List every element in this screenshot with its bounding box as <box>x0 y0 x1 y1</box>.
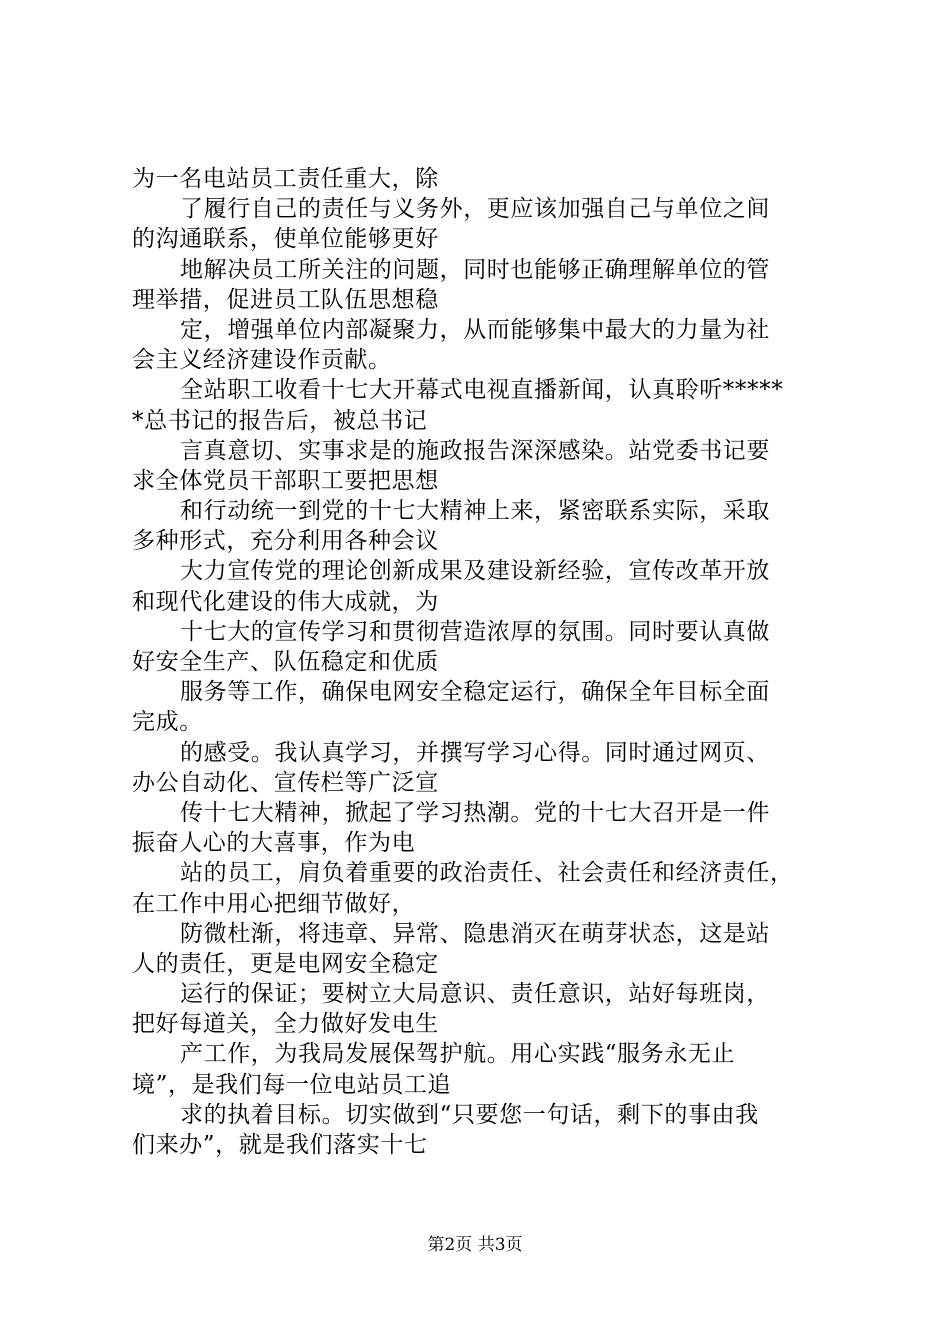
text-line: 人的责任，更是电网安全稳定 <box>132 950 439 977</box>
document-body <box>132 164 842 1160</box>
text-line: 们来办”，就是我们落实十七 <box>132 1132 428 1158</box>
text-line: 在工作中用心把细节做好， <box>132 890 416 917</box>
text-line: 求全体党员干部职工要把思想 <box>132 467 439 494</box>
text-line: 求的执着目标。切实做到“只要您一句话，剩下的事由我 <box>180 1101 759 1128</box>
text-line: 和现代化建设的伟大成就，为 <box>132 588 439 615</box>
text-line: 境”，是我们每一位电站员工追 <box>132 1071 452 1098</box>
text-line: 多种形式，充分利用各种会议 <box>132 528 439 555</box>
text-line: 运行的保证；要树立大局意识、责任意识，站好每班岗， <box>180 981 770 1008</box>
text-line: 站的员工，肩负着重要的政治责任、社会责任和经济责任， <box>180 860 794 887</box>
text-line: 大力宣传党的理论创新成果及建设新经验，宣传改革开放 <box>180 558 770 585</box>
text-line: 理举措，促进员工队伍思想稳 <box>132 286 439 313</box>
text-line: 传十七大精神，掀起了学习热潮。党的十七大召开是一件 <box>180 799 770 826</box>
text-line: 言真意切、实事求是的施政报告深深感染。站党委书记要 <box>180 437 770 464</box>
text-line: 会主义经济建设作贡献。 <box>132 347 392 374</box>
text-line: 为一名电站员工责任重大，除 <box>132 166 439 192</box>
text-line: 定，增强单位内部凝聚力，从而能够集中最大的力量为社 <box>180 316 770 343</box>
text-line: 和行动统一到党的十七大精神上来，紧密联系实际，采取 <box>180 498 770 525</box>
text-line: 地解决员工所关注的问题，同时也能够正确理解单位的管 <box>180 256 770 283</box>
page-footer: 第2页 共3页 <box>427 1235 523 1255</box>
text-line: 的沟通联系，使单位能够更好 <box>132 226 439 253</box>
text-line: 全站职工收看十七大开幕式电视直播新闻，认真聆听***** <box>180 377 784 404</box>
text-line: 了履行自己的责任与义务外，更应该加强自己与单位之间 <box>180 196 770 223</box>
text-line: 服务等工作，确保电网安全稳定运行，确保全年目标全面 <box>180 679 770 706</box>
text-line: 的感受。我认真学习，并撰写学习心得。同时通过网页、 <box>180 739 770 766</box>
text-line: 好安全生产、队伍稳定和优质 <box>132 649 439 675</box>
text-line: 把好每道关，全力做好发电生 <box>132 1011 439 1038</box>
text-line: 振奋人心的大喜事，作为电 <box>132 830 416 857</box>
text-line: *总书记的报告后，被总书记 <box>132 407 428 434</box>
text-line: 产工作，为我局发展保驾护航。用心实践“服务永无止 <box>180 1041 736 1068</box>
text-line: 完成。 <box>132 709 203 736</box>
text-line: 办公自动化、宣传栏等广泛宣 <box>132 769 439 796</box>
text-line: 防微杜渐，将违章、异常、隐患消灭在萌芽状态，这是站 <box>180 920 770 947</box>
text-line: 十七大的宣传学习和贯彻营造浓厚的氛围。同时要认真做 <box>180 618 770 645</box>
